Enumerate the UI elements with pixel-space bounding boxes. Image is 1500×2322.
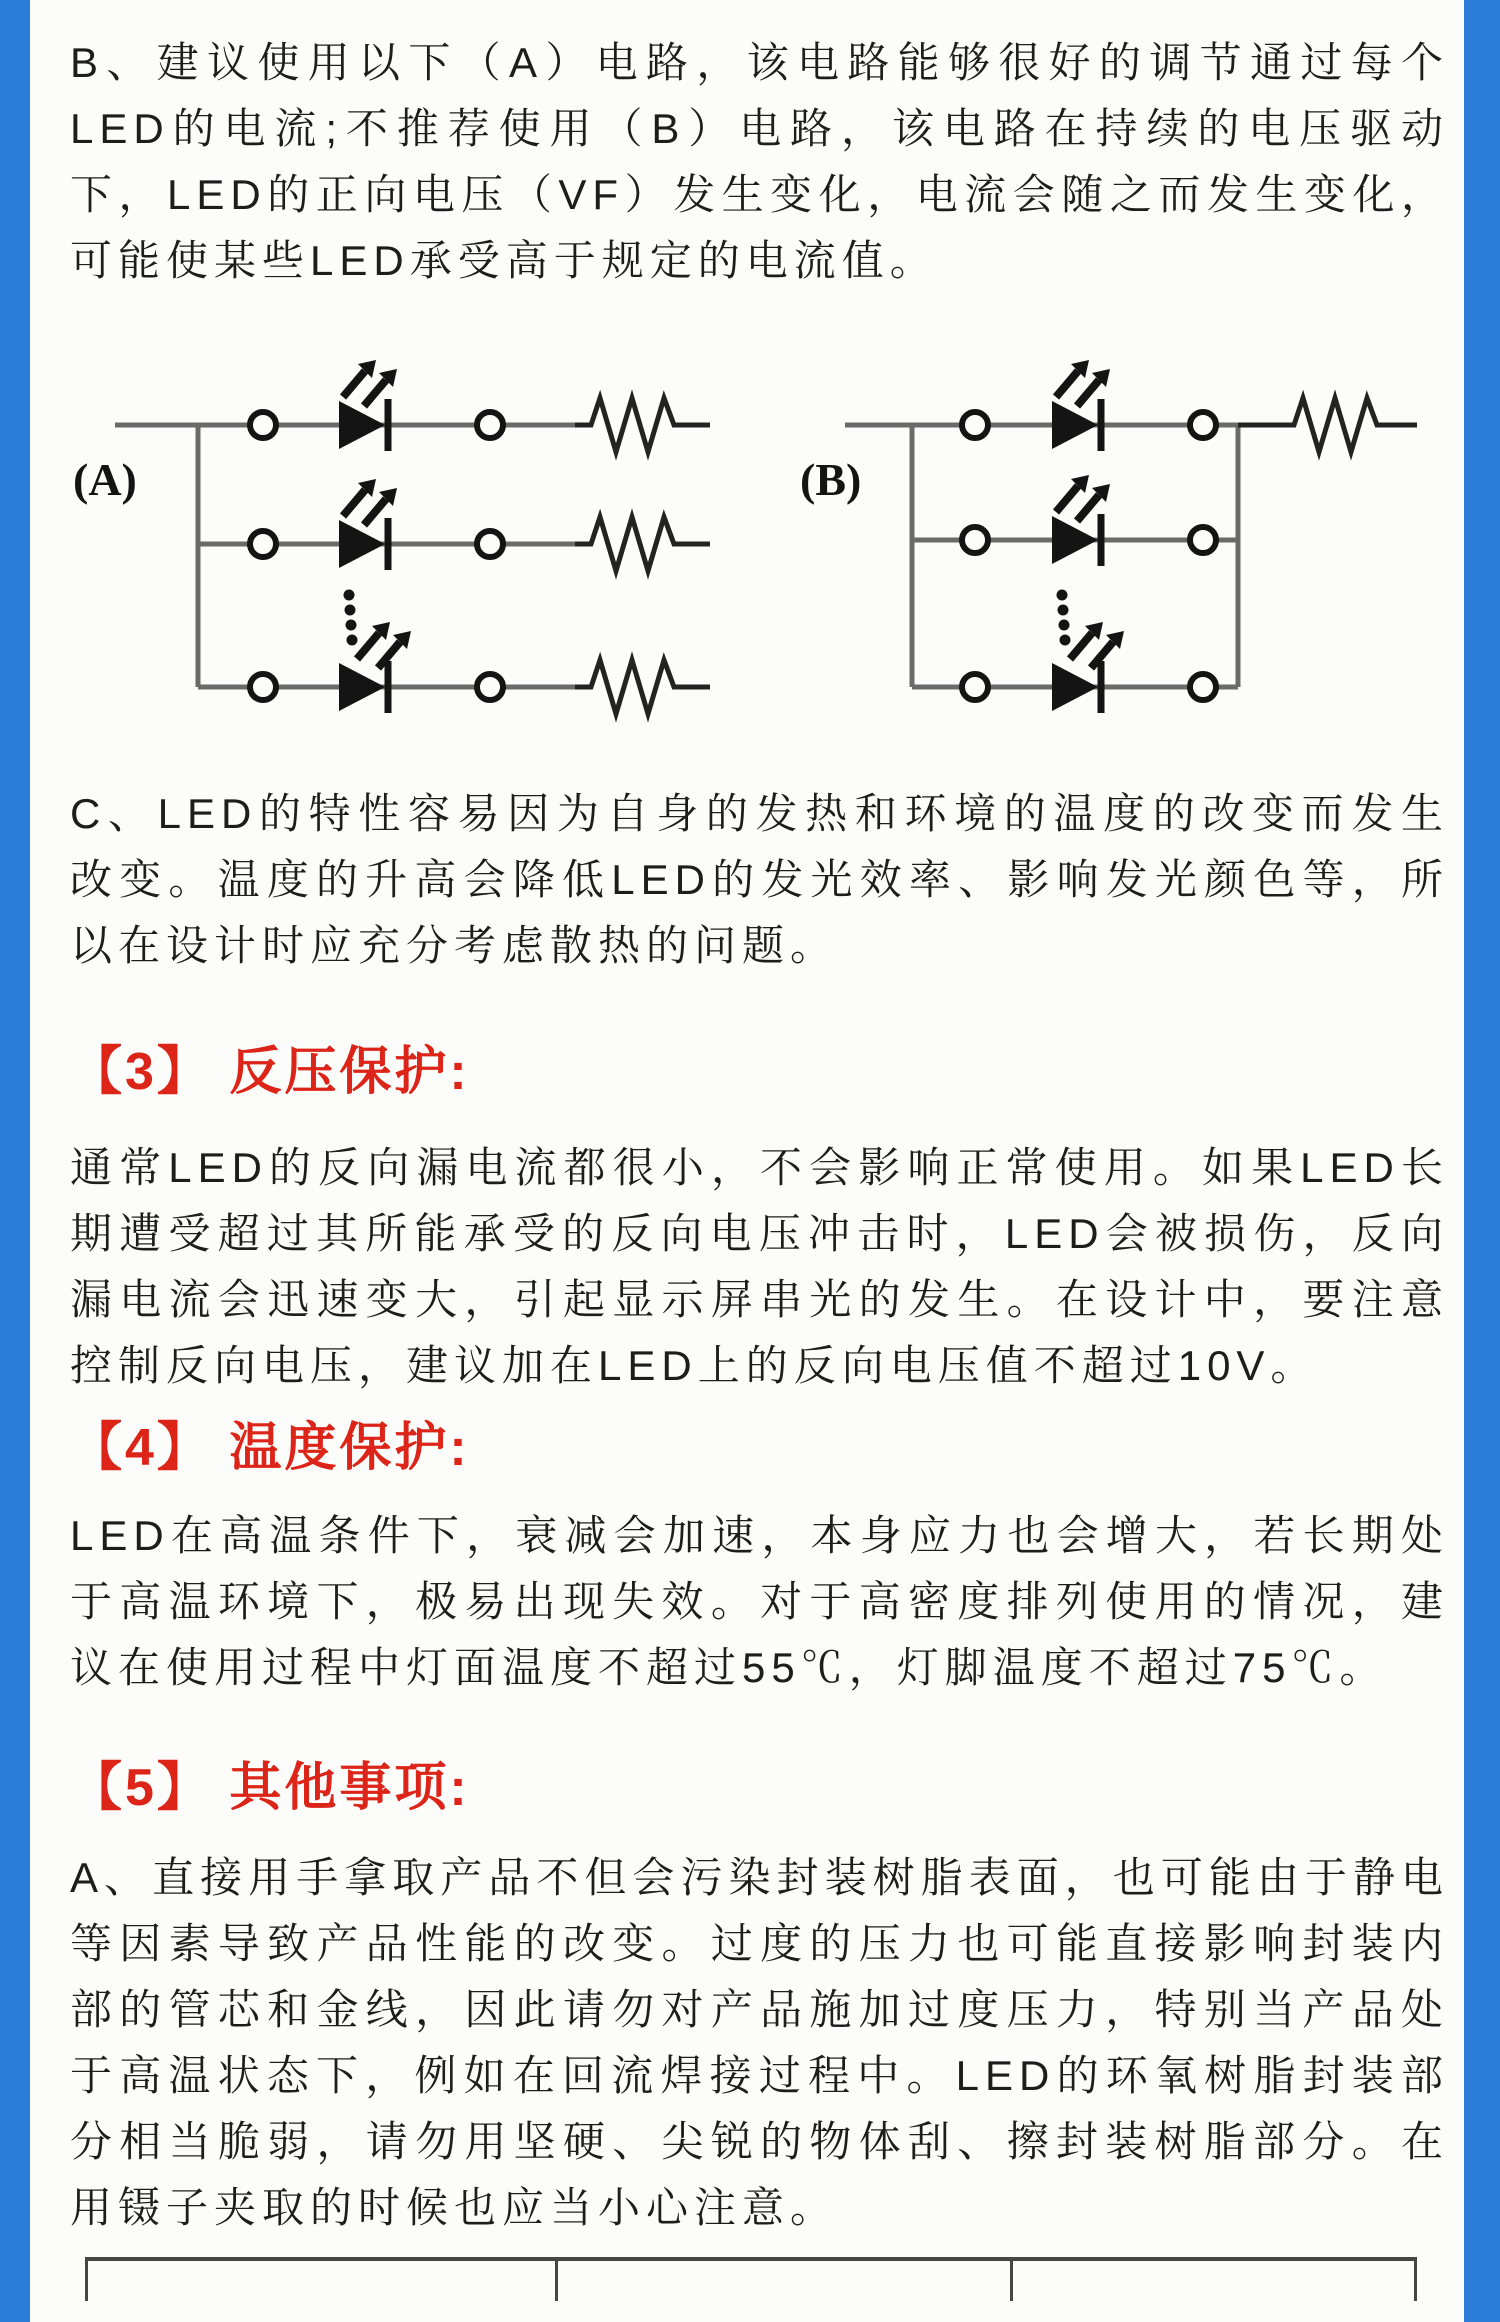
terminal bbox=[250, 412, 276, 438]
resistor bbox=[1238, 398, 1417, 452]
terminal bbox=[1190, 527, 1216, 553]
truncated-table bbox=[85, 2257, 1417, 2301]
section-4-heading: 【4】 温度保护: bbox=[70, 1419, 470, 1477]
resistor bbox=[575, 398, 710, 452]
terminal bbox=[1190, 412, 1216, 438]
led-branch bbox=[912, 590, 1238, 714]
table-cell bbox=[1010, 2261, 1417, 2301]
led-icon bbox=[339, 399, 388, 451]
document-content bbox=[30, 0, 1464, 2322]
right-blue-border bbox=[1464, 0, 1500, 2322]
section-5-body: A、直接用手拿取产品不但会污染封装树脂表面，也可能由于静电等因素导致产品性能的改变。过度的压力也可能直接影响封装内部的管芯和金线，因此请勿对产品施加过度压力，特别当产品处于高温状态下，例如在回流焊接过程中。LED的环氧树脂封装部分相当脆弱，请勿用坚硬、尖锐的物体刮、擦封装树脂部分。在用镊子夹取的时候也应当小心注意。 bbox=[70, 1854, 1449, 2231]
terminal bbox=[250, 531, 276, 557]
terminal bbox=[250, 674, 276, 700]
ellipsis-dots bbox=[1057, 590, 1071, 646]
terminal bbox=[477, 412, 503, 438]
table-cell bbox=[85, 2261, 555, 2301]
led-branch bbox=[198, 479, 710, 571]
circuit-a-label: (A) bbox=[73, 454, 137, 505]
table-cell bbox=[555, 2261, 1010, 2301]
led-icon bbox=[339, 518, 388, 570]
section-3-heading: 【3】 反压保护: bbox=[70, 1043, 470, 1101]
section-4-body: LED在高温条件下，衰减会加速，本身应力也会增大，若长期处于高温环境下，极易出现失效。对于高密度排列使用的情况，建议在使用过程中灯面温度不超过55℃，灯脚温度不超过75℃。 bbox=[70, 1512, 1449, 1691]
ellipsis-dots bbox=[344, 590, 358, 646]
emission-arrows-icon bbox=[357, 622, 411, 668]
emission-arrows-icon bbox=[1070, 622, 1124, 668]
terminal bbox=[962, 674, 988, 700]
paragraph-c: C、LED的特性容易因为自身的发热和环境的温度的改变而发生改变。温度的升高会降低LED的发光效率、影响发光颜色等，所以在设计时应充分考虑散热的问题。 bbox=[70, 790, 1449, 969]
paragraph-b: B、建议使用以下（A）电路，该电路能够很好的调节通过每个LED的电流;不推荐使用（B）电路，该电路在持续的电压驱动下，LED的正向电压（VF）发生变化，电流会随之而发生变化，可能使某些LED承受高于规定的电流值。 bbox=[70, 39, 1449, 284]
circuit-b-diagram bbox=[790, 315, 1464, 745]
terminal bbox=[962, 527, 988, 553]
terminal bbox=[477, 531, 503, 557]
led-branch bbox=[845, 360, 1417, 452]
circuit-b-label: (B) bbox=[800, 454, 862, 505]
led-branch bbox=[115, 360, 710, 452]
circuit-diagrams-figure bbox=[70, 315, 1449, 745]
led-icon bbox=[1052, 399, 1101, 451]
section-3-body: 通常LED的反向漏电流都很小，不会影响正常使用。如果LED长期遭受超过其所能承受的反向电压冲击时，LED会被损伤，反向漏电流会迅速变大，引起显示屏串光的发生。在设计中，要注意控制反向电压，建议加在LED上的反向电压值不超过10V。 bbox=[70, 1144, 1449, 1389]
section-5-heading: 【5】 其他事项: bbox=[70, 1759, 470, 1817]
terminal bbox=[1190, 674, 1216, 700]
terminal bbox=[477, 674, 503, 700]
resistor bbox=[575, 660, 710, 714]
circuit-a-diagram bbox=[55, 315, 765, 745]
led-branch bbox=[198, 590, 710, 715]
led-branch bbox=[912, 475, 1238, 566]
led-icon bbox=[1052, 514, 1101, 566]
left-blue-border bbox=[0, 0, 30, 2322]
terminal bbox=[962, 412, 988, 438]
resistor bbox=[575, 517, 710, 571]
